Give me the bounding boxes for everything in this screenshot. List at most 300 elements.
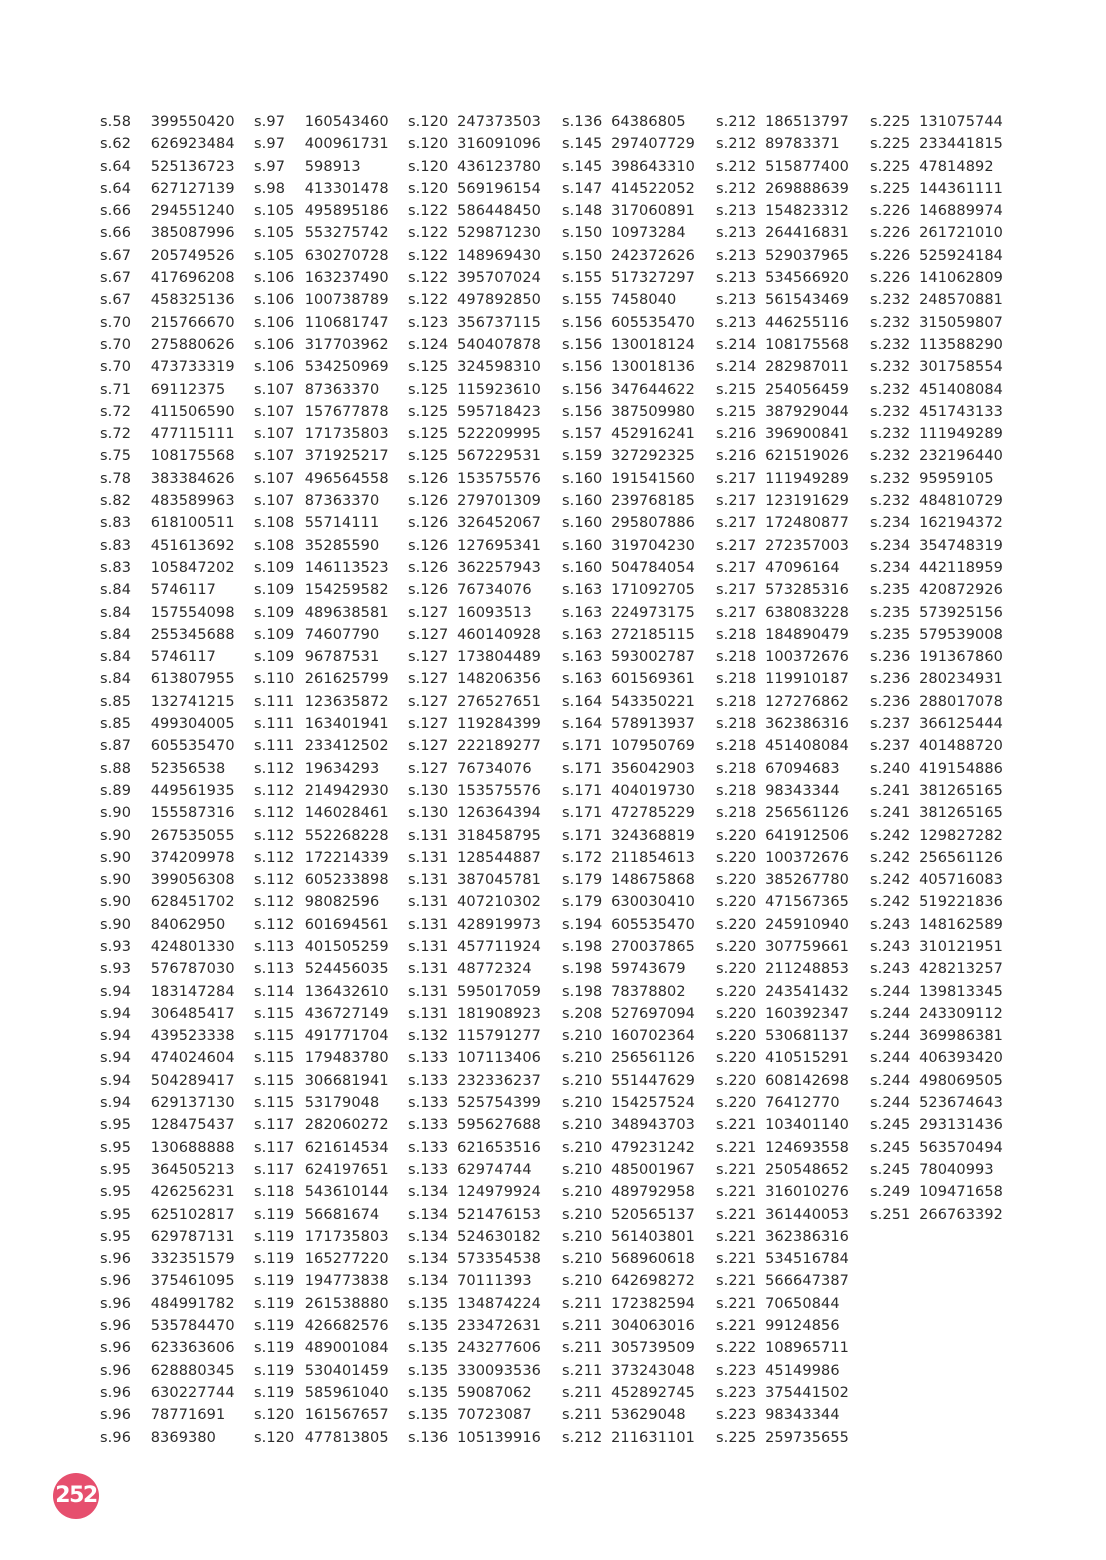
page-ref: s.136 [408,1429,449,1446]
image-id: 578913937 [611,716,695,733]
image-id: 148675868 [611,872,695,889]
page-ref: s.115 [254,1095,295,1112]
index-entry [870,780,1022,802]
image-id: 98343344 [765,1407,840,1424]
image-id: 266763392 [919,1206,1003,1223]
index-entry [562,445,714,467]
index-entry [716,602,868,624]
index-entry [870,468,1022,490]
index-entry [408,646,560,668]
index-entry [408,981,560,1003]
page-ref: s.214 [716,336,757,353]
image-id: 524456035 [304,961,389,978]
image-id: 172480877 [765,515,849,532]
index-entry [716,334,868,356]
image-id: 130018136 [611,359,695,376]
index-entry [562,1293,714,1315]
index-entry [562,579,714,601]
index-entry [254,1181,406,1203]
index-entry [408,825,560,847]
image-id: 98343344 [765,782,840,799]
page-ref: s.234 [870,559,911,576]
image-id: 47096164 [765,559,840,576]
index-entry [100,1047,252,1069]
image-id: 605535470 [611,916,695,933]
image-id: 473733319 [150,359,235,376]
page-ref: s.235 [870,626,911,643]
image-id: 267535055 [150,827,235,844]
image-id: 605233898 [304,872,389,889]
page-ref: s.220 [716,983,757,1000]
page-ref: s.120 [254,1407,295,1424]
index-entry [100,156,252,178]
index-entry [254,312,406,334]
index-entry [408,334,560,356]
image-id: 414522052 [611,180,695,197]
page-ref: s.135 [408,1340,449,1357]
image-id: 224973175 [611,604,695,621]
page-ref: s.96 [100,1407,132,1424]
image-id: 497892850 [457,292,541,309]
index-entry [562,1114,714,1136]
image-id: 10973284 [611,225,686,242]
page-ref: s.127 [408,716,449,733]
index-entry [716,490,868,512]
index-entry [716,1270,868,1292]
page-ref: s.244 [870,1072,911,1089]
page-ref: s.212 [716,180,757,197]
index-entry [716,936,868,958]
index-entry [562,780,714,802]
page-ref: s.125 [408,426,449,443]
index-entry [408,1427,560,1449]
index-entry [408,1047,560,1069]
page-ref: s.130 [408,782,449,799]
index-entry [254,222,406,244]
image-id: 530681137 [765,1028,849,1045]
image-id: 479231242 [611,1139,695,1156]
page-ref: s.237 [870,738,911,755]
index-entry [408,222,560,244]
index-entry [408,691,560,713]
index-entry [562,891,714,913]
index-entry [870,713,1022,735]
image-id: 364505213 [150,1161,235,1178]
image-id: 205749526 [150,247,235,264]
image-id: 381265165 [919,782,1003,799]
index-entry [100,1204,252,1226]
image-id: 561403801 [611,1228,695,1245]
page-ref: s.164 [562,716,603,733]
image-id: 362386316 [765,1228,849,1245]
index-entry [254,156,406,178]
index-entry [408,1248,560,1270]
image-id: 256561126 [765,805,849,822]
index-entry [716,245,868,267]
image-id: 489001084 [304,1340,389,1357]
image-id: 171735803 [304,426,389,443]
index-entry [870,869,1022,891]
image-id: 98082596 [304,894,380,911]
page-ref: s.159 [562,448,603,465]
index-entry [870,579,1022,601]
page-ref: s.120 [254,1429,295,1446]
image-id: 563570494 [919,1139,1003,1156]
page-ref: s.85 [100,716,132,733]
image-id: 595718423 [457,403,541,420]
page-ref: s.127 [408,649,449,666]
page-ref: s.218 [716,671,757,688]
page-ref: s.58 [100,114,132,130]
page-ref: s.160 [562,493,603,510]
image-id: 573285316 [765,582,849,599]
image-id: 324368819 [611,827,695,844]
index-entry [870,825,1022,847]
index-entry [870,245,1022,267]
index-entry [100,178,252,200]
page-ref: s.210 [562,1251,603,1268]
index-entry [408,1114,560,1136]
image-id: 525754399 [457,1095,541,1112]
page-ref: s.134 [408,1273,449,1290]
image-id: 146889974 [919,203,1003,220]
index-entry [870,535,1022,557]
image-id: 428213257 [919,961,1003,978]
image-id: 477813805 [304,1429,389,1446]
index-entry [562,958,714,980]
index-entry [254,1092,406,1114]
index-entry [870,200,1022,222]
page-ref: s.212 [562,1429,603,1446]
image-id: 406393420 [919,1050,1003,1067]
page-ref: s.84 [100,626,132,643]
page-ref: s.245 [870,1161,911,1178]
image-id: 520565137 [611,1206,695,1223]
page-ref: s.98 [254,180,286,197]
image-id: 250548652 [765,1161,849,1178]
image-id: 76734076 [457,582,532,599]
image-id: 439523338 [150,1028,235,1045]
image-id: 105139916 [457,1429,541,1446]
index-entry [100,245,252,267]
image-id: 243277606 [457,1340,541,1357]
image-id: 261625799 [304,671,389,688]
image-id: 233412502 [304,738,389,755]
index-entry [870,178,1022,200]
page-ref: s.210 [562,1206,603,1223]
page-ref: s.211 [562,1318,603,1335]
image-id: 19634293 [304,760,380,777]
image-id: 115923610 [457,381,541,398]
image-id: 70650844 [765,1295,840,1312]
index-entry [100,1293,252,1315]
index-entry [562,691,714,713]
page-ref: s.89 [100,782,132,799]
page-ref: s.84 [100,671,132,688]
page-ref: s.212 [716,114,757,130]
page-ref: s.136 [562,114,603,130]
index-entry [254,356,406,378]
image-id: 100372676 [765,649,849,666]
index-entry [408,758,560,780]
index-entry [408,312,560,334]
image-id: 146113523 [304,559,389,576]
page-ref: s.221 [716,1318,757,1335]
page-ref: s.208 [562,1005,603,1022]
page-ref: s.235 [870,582,911,599]
index-entry [254,802,406,824]
index-entry [100,312,252,334]
index-entry [254,512,406,534]
index-entry [870,802,1022,824]
index-entry [562,490,714,512]
page-ref: s.90 [100,827,132,844]
page-ref: s.107 [254,448,295,465]
page-ref: s.106 [254,359,295,376]
page-ref: s.226 [870,270,911,287]
image-id: 625102817 [150,1206,235,1223]
image-id: 326452067 [457,515,541,532]
page-ref: s.70 [100,314,132,331]
page-ref: s.105 [254,203,295,220]
page-ref: s.96 [100,1340,132,1357]
page-ref: s.94 [100,1072,132,1089]
page-ref: s.93 [100,938,132,955]
page-ref: s.95 [100,1117,132,1134]
image-id: 105847202 [150,559,235,576]
index-entry [254,981,406,1003]
page-ref: s.194 [562,916,603,933]
page-ref: s.117 [254,1139,295,1156]
index-entry [716,1337,868,1359]
image-id: 316091096 [457,136,541,153]
page-ref: s.109 [254,649,295,666]
page-ref: s.127 [408,760,449,777]
index-entry [870,1003,1022,1025]
index-entry [254,133,406,155]
index-entry [408,267,560,289]
page-ref: s.120 [408,180,449,197]
index-entry [716,780,868,802]
index-entry [100,1427,252,1449]
page-ref: s.122 [408,247,449,264]
index-entry [100,1404,252,1426]
page-ref: s.119 [254,1206,295,1223]
image-id: 153575576 [457,470,541,487]
image-id: 618100511 [150,515,235,532]
page-ref: s.131 [408,827,449,844]
index-entry [254,1382,406,1404]
index-entry [254,1270,406,1292]
page-ref: s.133 [408,1117,449,1134]
image-id: 573354538 [457,1251,541,1268]
index-entry [716,713,868,735]
index-entry [408,1204,560,1226]
image-id: 127276862 [765,693,849,710]
image-id: 375461095 [150,1273,235,1290]
index-entry [716,1092,868,1114]
image-id: 553275742 [304,225,389,242]
page-ref: s.211 [562,1340,603,1357]
index-entry [100,289,252,311]
page-ref: s.155 [562,270,603,287]
image-id: 78378802 [611,983,686,1000]
page-ref: s.242 [870,827,911,844]
index-entry [562,1360,714,1382]
image-id: 404019730 [611,782,695,799]
index-entry [870,401,1022,423]
image-id: 420872926 [919,582,1003,599]
image-id: 385087996 [150,225,235,242]
index-entry [100,936,252,958]
image-id: 269888639 [765,180,849,197]
image-id: 449561935 [150,782,235,799]
index-entry [716,512,868,534]
image-id: 171735803 [304,1228,389,1245]
index-entry [408,133,560,155]
index-entry [408,1159,560,1181]
index-entry [254,1047,406,1069]
index-entry [254,1003,406,1025]
image-id: 134874224 [457,1295,541,1312]
index-entry [100,847,252,869]
image-id: 543350221 [611,693,695,710]
image-id: 247373503 [457,114,541,130]
page-ref: s.217 [716,470,757,487]
page-ref: s.83 [100,515,132,532]
image-id: 129827282 [919,827,1003,844]
index-entry [100,646,252,668]
image-id: 348943703 [611,1117,695,1134]
image-id: 146028461 [304,805,389,822]
index-entry [716,1204,868,1226]
page-ref: s.220 [716,827,757,844]
page-ref: s.211 [562,1384,603,1401]
index-entry [562,401,714,423]
index-entry [254,1070,406,1092]
index-entry [870,1181,1022,1203]
page-ref: s.131 [408,938,449,955]
index-entry [100,445,252,467]
page-ref: s.94 [100,983,132,1000]
index-column-5 [716,111,868,1449]
page-ref: s.225 [870,114,911,130]
page-ref: s.87 [100,738,132,755]
image-id: 407210302 [457,894,541,911]
index-entry [562,245,714,267]
image-id: 317060891 [611,203,695,220]
image-id: 7458040 [611,292,677,309]
image-id: 451743133 [919,403,1003,420]
image-id: 534516784 [765,1251,849,1268]
page-ref: s.96 [100,1429,132,1446]
page-ref: s.236 [870,693,911,710]
image-id: 110681747 [304,314,389,331]
image-id: 521476153 [457,1206,541,1223]
page-ref: s.67 [100,292,132,309]
page-ref: s.71 [100,381,132,398]
image-id: 99124856 [765,1318,840,1335]
image-id: 498069505 [919,1072,1003,1089]
page-ref: s.221 [716,1295,757,1312]
image-id: 598913 [304,158,361,175]
image-id: 385267780 [765,872,849,889]
index-entry [408,535,560,557]
page-ref: s.172 [562,849,603,866]
image-id: 361440053 [765,1206,849,1223]
image-id: 163401941 [304,716,389,733]
page-ref: s.106 [254,314,295,331]
index-entry [100,200,252,222]
index-entry [408,1181,560,1203]
page-ref: s.95 [100,1161,132,1178]
page-ref: s.210 [562,1028,603,1045]
page-ref: s.212 [716,158,757,175]
page-ref: s.111 [254,738,295,755]
image-id: 248570881 [919,292,1003,309]
page-ref: s.106 [254,336,295,353]
image-id: 171092705 [611,582,695,599]
index-entry [408,958,560,980]
page-ref: s.112 [254,849,295,866]
index-entry [408,1025,560,1047]
index-entry [562,825,714,847]
image-id: 451613692 [150,537,235,554]
image-id: 87363370 [304,381,380,398]
page-ref: s.210 [562,1072,603,1089]
index-entry [100,1114,252,1136]
image-id: 568960618 [611,1251,695,1268]
image-id: 347644622 [611,381,695,398]
index-entry [100,1248,252,1270]
image-id: 100738789 [304,292,389,309]
index-entry [870,423,1022,445]
page-ref: s.96 [100,1295,132,1312]
image-id: 419154886 [919,760,1003,777]
index-entry [100,1360,252,1382]
page-ref: s.160 [562,537,603,554]
page-ref: s.145 [562,158,603,175]
image-id: 621519026 [765,448,849,465]
page-ref: s.179 [562,872,603,889]
page-ref: s.84 [100,649,132,666]
page-ref: s.135 [408,1362,449,1379]
index-entry [408,1092,560,1114]
index-entry [562,1070,714,1092]
index-entry [716,1025,868,1047]
image-id: 53179048 [304,1095,380,1112]
image-id: 56681674 [304,1206,380,1223]
image-id: 124979924 [457,1184,541,1201]
page-ref: s.244 [870,983,911,1000]
page-ref: s.217 [716,604,757,621]
image-id: 399056308 [150,872,235,889]
image-id: 103401140 [765,1117,849,1134]
index-entry [254,602,406,624]
index-entry [716,1159,868,1181]
page-ref: s.211 [562,1407,603,1424]
index-entry [716,111,868,133]
index-entry [100,222,252,244]
index-entry [716,200,868,222]
index-entry [562,1159,714,1181]
page-ref: s.235 [870,604,911,621]
index-entry [100,758,252,780]
page-ref: s.122 [408,292,449,309]
image-id: 595627688 [457,1117,541,1134]
index-entry [100,914,252,936]
image-id: 191541560 [611,470,695,487]
